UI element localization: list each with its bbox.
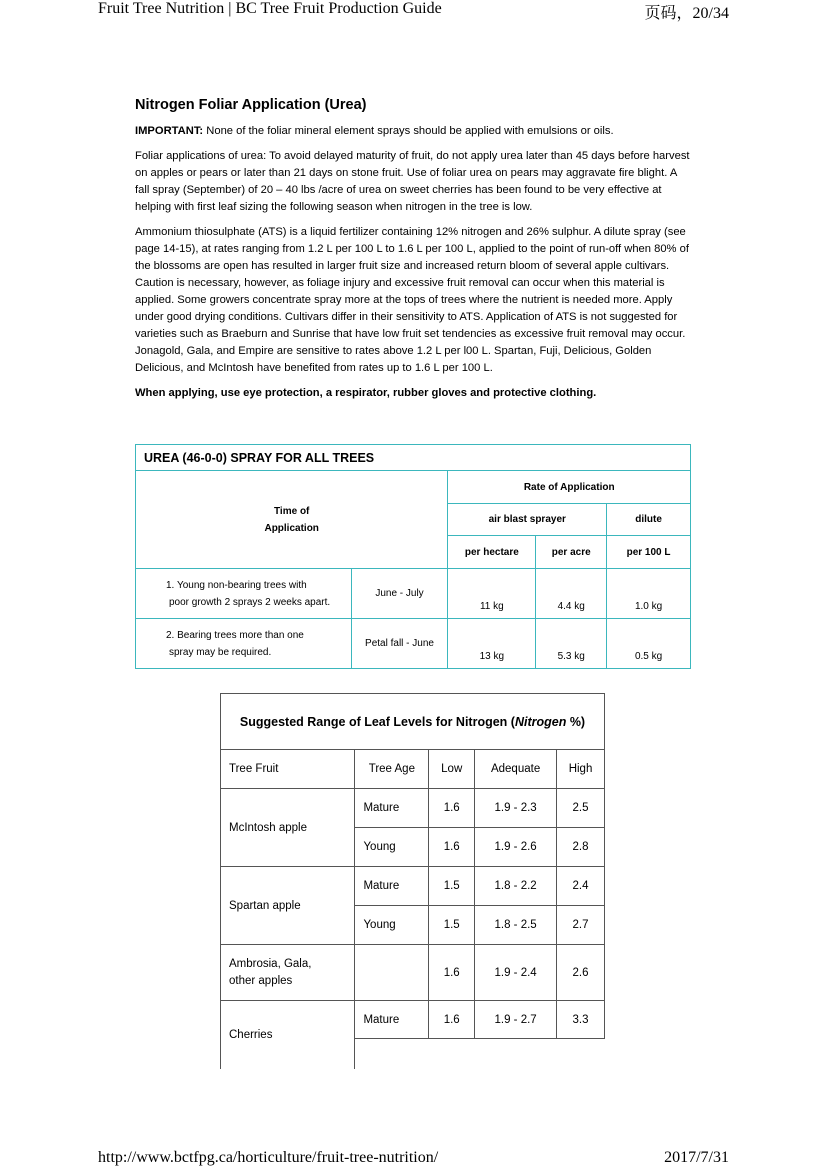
footer-url: http://www.bctfpg.ca/horticulture/fruit-tree-nutrition/ — [98, 1149, 439, 1166]
adequate-cell: 1.8 - 2.5 — [475, 906, 557, 945]
footer-date: 2017/7/31 — [664, 1149, 729, 1166]
page-number: 页码，20/34 — [644, 5, 729, 22]
empty-cell — [355, 1039, 429, 1069]
safety-warning: When applying, use eye protection, a respirator, rubber gloves and protective clothing. — [135, 387, 597, 399]
time-of-label: Time of — [274, 505, 310, 517]
low-cell: 1.6 — [429, 1001, 475, 1039]
per-hectare-cell: 13 kg — [448, 619, 536, 669]
leaf-title-main: Suggested Range of Leaf Levels for Nitrogen ( — [239, 714, 515, 729]
age-cell: Mature — [355, 867, 429, 906]
air-blast-header: air blast sprayer — [448, 504, 607, 536]
col-header-low: Low — [429, 750, 475, 789]
fruit-line: other apples — [229, 974, 293, 987]
fruit-line: Ambrosia, Gala, — [229, 957, 312, 970]
adequate-cell: 1.9 - 2.3 — [475, 789, 557, 828]
adequate-cell: 1.8 - 2.2 — [475, 867, 557, 906]
fruit-cell: Cherries — [221, 1001, 355, 1069]
table-row — [221, 945, 605, 1001]
leaf-table-title — [221, 694, 605, 750]
section-title: Nitrogen Foliar Application (Urea) — [135, 97, 367, 113]
dilute-cell: 0.5 kg — [607, 619, 691, 669]
col-header-tree-fruit: Tree Fruit — [221, 750, 355, 789]
low-cell: 1.5 — [429, 906, 475, 945]
per-hectare-header: per hectare — [448, 536, 536, 569]
high-cell: 2.4 — [557, 867, 605, 906]
important-label: IMPORTANT: — [135, 125, 204, 137]
urea-paragraph: Foliar applications of urea: To avoid delayed maturity of fruit, do not apply urea later than 45 days before harvest on apples or pears or later than 21 days on stone fruit. Use of foliar urea on pears may aggravate fire blight. A fall spray (September) of 20 – 40 lbs /acre of urea on sweet cherries has been found to be very effective at helping with first leaf sizing the following season when nitrogen in the tree is low. — [135, 150, 690, 213]
high-cell: 3.3 — [557, 1001, 605, 1039]
age-cell: Young — [355, 906, 429, 945]
age-cell: Young — [355, 828, 429, 867]
leaf-title-end: %) — [566, 714, 586, 729]
important-note — [135, 123, 691, 140]
row-description — [136, 619, 352, 669]
high-cell: 2.5 — [557, 789, 605, 828]
row-line: poor growth 2 sprays 2 weeks apart. — [169, 596, 331, 608]
table-header-row — [221, 750, 605, 789]
row-line: spray may be required. — [169, 646, 272, 658]
page-header-title: Fruit Tree Nutrition | BC Tree Fruit Production Guide — [98, 0, 442, 17]
leaf-nitrogen-table — [220, 693, 605, 1069]
row-line: 1. Young non-bearing trees with — [166, 579, 307, 591]
low-cell: 1.6 — [429, 945, 475, 1001]
timing-cell: Petal fall - June — [351, 619, 448, 669]
table-row — [221, 1001, 605, 1039]
fruit-cell — [221, 945, 355, 1001]
table-row — [136, 619, 691, 669]
age-cell: Mature — [355, 789, 429, 828]
timing-cell: June - July — [351, 569, 448, 619]
per-100l-header: per 100 L — [607, 536, 691, 569]
ats-paragraph: Ammonium thiosulphate (ATS) is a liquid fertilizer containing 12% nitrogen and 26% sulphur. A dilute spray (see page 14-15), at rates ranging from 1.2 L per 100 L to 1.6 L per 100 L, applied to the point of run-off when 80% of the blossoms are open has resulted in larger fruit size and increased return bloom of several apple cultivars. Caution is necessary, however, as foliage injury and excessive fruit removal can occur when this material is applied. Some growers concentrate spray more at the tops of trees where the nutrient is needed more. Apply under good drying conditions. Cultivars differ in their sensitivity to ATS. Application of ATS is not suggested for varieties such as Braeburn and Sunrise that have low fruit set tendencies as excessive fruit removal may occur. Jonagold, Gala, and Empire are sensitive to rates above 1.2 L per l00 L. Spartan, Fuji, Delicious, Golden Delicious, and McIntosh have benefited from rates up to 1.6 L per 100 L. — [135, 226, 689, 374]
col-header-high: High — [557, 750, 605, 789]
adequate-cell: 1.9 - 2.6 — [475, 828, 557, 867]
high-cell: 2.6 — [557, 945, 605, 1001]
per-acre-cell: 4.4 kg — [536, 569, 607, 619]
empty-cell — [557, 1039, 605, 1069]
col-header-tree-age: Tree Age — [355, 750, 429, 789]
application-label: Application — [264, 522, 319, 534]
row-line: 2. Bearing trees more than one — [166, 629, 304, 641]
per-hectare-cell: 11 kg — [448, 569, 536, 619]
important-text: None of the foliar mineral element sprays should be applied with emulsions or oils. — [203, 125, 614, 137]
fruit-cell: Spartan apple — [221, 867, 355, 945]
urea-table-title: UREA (46-0-0) SPRAY FOR ALL TREES — [136, 445, 691, 471]
age-cell — [355, 945, 429, 1001]
table-row — [136, 569, 691, 619]
empty-cell — [475, 1039, 557, 1069]
low-cell: 1.6 — [429, 789, 475, 828]
adequate-cell: 1.9 - 2.7 — [475, 1001, 557, 1039]
low-cell: 1.6 — [429, 828, 475, 867]
adequate-cell: 1.9 - 2.4 — [475, 945, 557, 1001]
per-acre-cell: 5.3 kg — [536, 619, 607, 669]
table-row — [221, 789, 605, 828]
age-cell: Mature — [355, 1001, 429, 1039]
dilute-header: dilute — [607, 504, 691, 536]
row-description — [136, 569, 352, 619]
dilute-cell: 1.0 kg — [607, 569, 691, 619]
fruit-cell: McIntosh apple — [221, 789, 355, 867]
col-header-adequate: Adequate — [475, 750, 557, 789]
table-row — [221, 867, 605, 906]
article-body — [135, 97, 691, 410]
time-of-application-header — [136, 471, 448, 569]
rate-of-application-header: Rate of Application — [448, 471, 691, 504]
high-cell: 2.8 — [557, 828, 605, 867]
high-cell: 2.7 — [557, 906, 605, 945]
urea-spray-table — [135, 444, 691, 669]
per-acre-header: per acre — [536, 536, 607, 569]
leaf-title-italic: Nitrogen — [514, 714, 567, 729]
empty-cell — [429, 1039, 475, 1069]
low-cell: 1.5 — [429, 867, 475, 906]
